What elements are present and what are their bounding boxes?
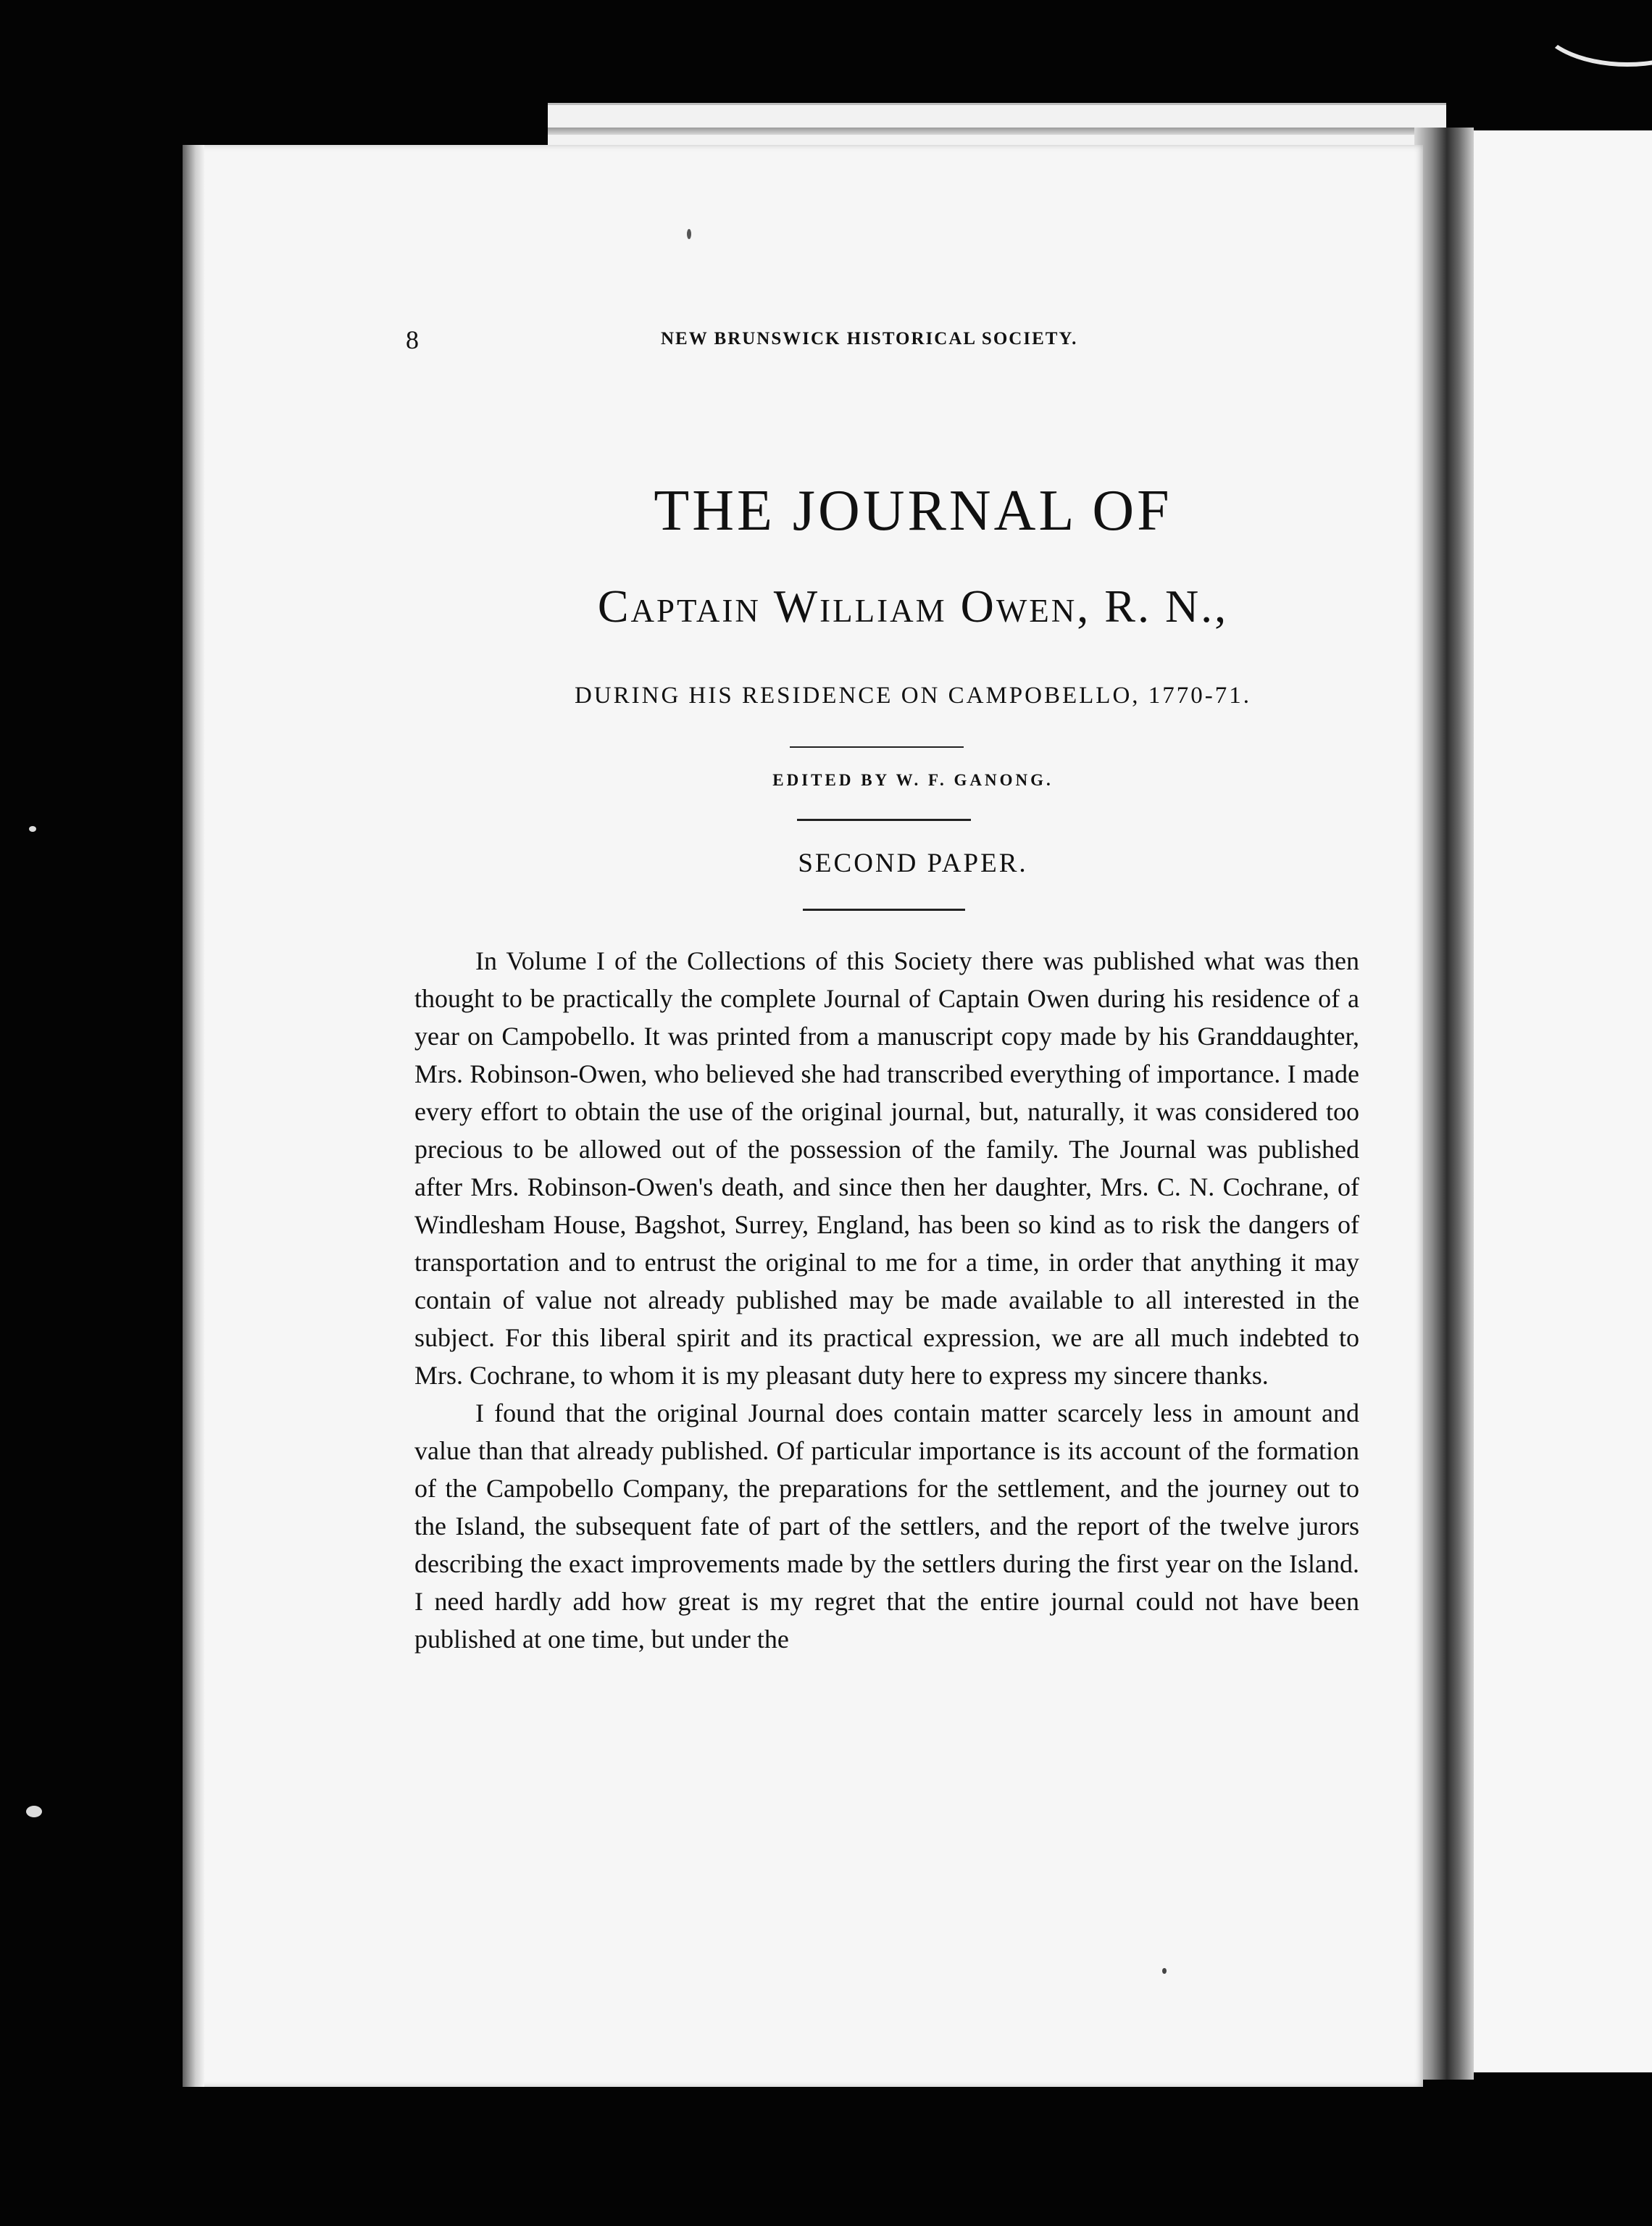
book-gutter xyxy=(1414,128,1474,2080)
paper-label: SECOND PAPER. xyxy=(798,849,1028,878)
article-residence-line: DURING HIS RESIDENCE ON CAMPOBELLO, 1770-71. xyxy=(574,683,1252,709)
title-divider xyxy=(790,746,964,748)
article-title: THE JOURNAL OF xyxy=(654,479,1172,543)
running-head xyxy=(406,325,1420,354)
back-sheet-shadow xyxy=(548,128,1446,135)
page-left-shadow xyxy=(183,145,204,2087)
scan-speck xyxy=(26,1806,42,1817)
editor-divider xyxy=(797,819,971,821)
page-corner-curl xyxy=(1536,0,1652,67)
publication-name: NEW BRUNSWICK HISTORICAL SOCIETY. xyxy=(661,329,1078,349)
page-number: 8 xyxy=(406,325,419,354)
article-subtitle: Captain William Owen, R. N., xyxy=(597,580,1229,632)
body-paragraph: In Volume I of the Collections of this Society there was published what was then thought to be practically the complete Journal of Captain Owen during his residence of a year on Campobello. It was printed from a manuscript copy made by his Granddaughter, Mrs. Robinson-Owen, who believed she had transcribed everything of importance. I made every effort to obtain the use of the original journal, but, naturally, it was considered too precious to be allowed out of the possession of the family. The Journal was published after Mrs. Robinson-Owen's death, and since then her daughter, Mrs. C. N. Cochrane, of Windlesham House, Bagshot, Surrey, England, has been so kind as to risk the dangers of transportation and to entrust the original to me for a time, in order that anything it may contain of value not already published may be made available to all interested in the subject. For this liberal spirit and its practical expression, we are all much indebted to Mrs. Cochrane, to whom it is my pleasant duty here to express my sincere thanks. xyxy=(414,946,1359,1390)
article-body xyxy=(414,942,1359,1658)
paper-divider xyxy=(803,909,965,911)
scan-speck xyxy=(1162,1968,1167,1974)
editor-credit: EDITED BY W. F. GANONG. xyxy=(772,771,1054,789)
body-paragraph: I found that the original Journal does contain matter scarcely less in amount and value than that already published. Of particular importance is its account of the formation of the Campobello Company, the preparations for the settlement, and the journey out to the Island, the subsequent fate of part of the settlers, and the report of the twelve jurors describing the exact improvements made by the settlers during the first year on the Island. I need hardly add how great is my regret that the entire journal could not have been published at one time, but under the xyxy=(414,1398,1359,1654)
scan-speck xyxy=(687,229,691,239)
scan-speck xyxy=(29,826,36,832)
